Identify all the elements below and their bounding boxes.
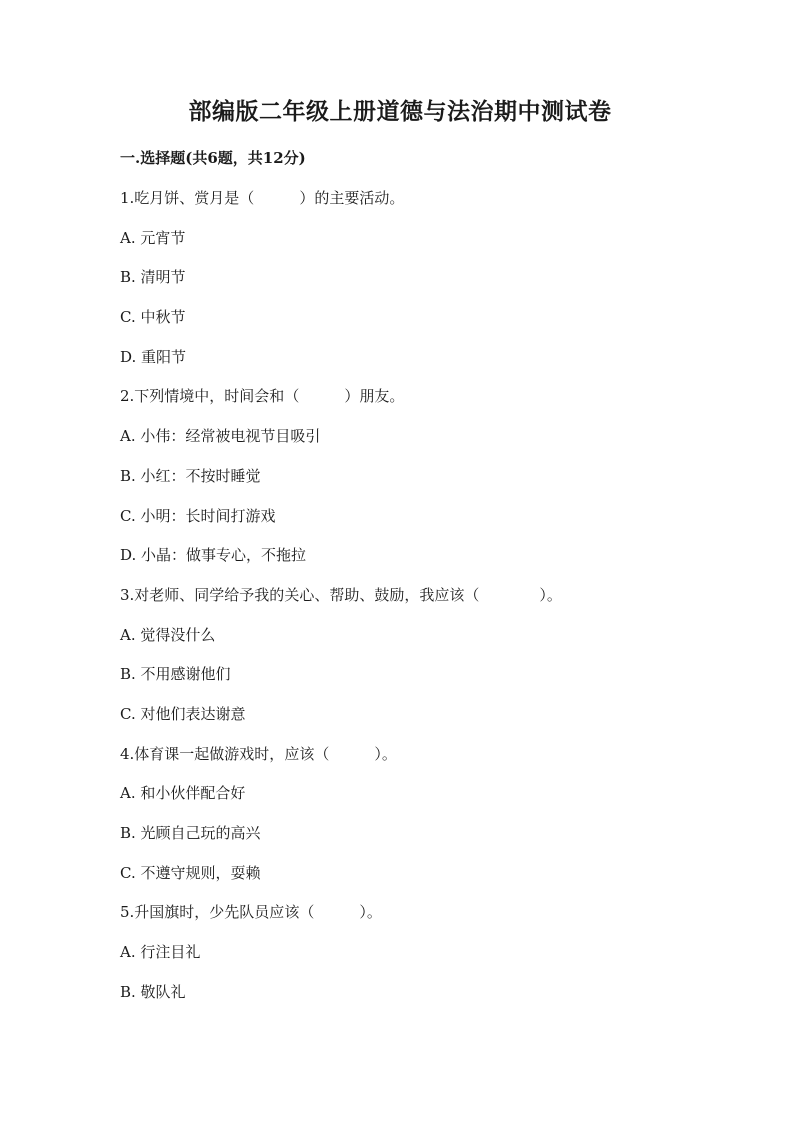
question-text: 5.升国旗时，少先队员应该（ ）。 [120, 903, 382, 922]
answer-option: B. 清明节 [120, 268, 186, 287]
answer-option: A. 行注目礼 [120, 943, 201, 962]
exam-title: 部编版二年级上册道德与法治期中测试卷 [188, 98, 612, 125]
section-heading: 一.选择题(共6题，共12分) [120, 149, 306, 167]
question-text: 2.下列情境中，时间会和（ ）朋友。 [120, 387, 405, 406]
question-text: 1.吃月饼、赏月是（ ）的主要活动。 [120, 189, 405, 207]
answer-option: B. 敬队礼 [120, 982, 186, 1001]
answer-option: D. 小晶：做事专心，不拖拉 [120, 546, 307, 565]
answer-option: B. 不用感谢他们 [120, 665, 231, 684]
answer-option: A. 小伟：经常被电视节目吸引 [120, 427, 321, 446]
answer-option: A. 元宵节 [120, 228, 186, 247]
answer-option: A. 觉得没什么 [120, 625, 216, 644]
answer-option: C. 对他们表达谢意 [120, 704, 246, 723]
answer-option: B. 小红：不按时睡觉 [120, 466, 261, 485]
answer-option: C. 中秋节 [120, 308, 186, 327]
answer-option: D. 重阳节 [120, 347, 187, 366]
answer-option: C. 不遵守规则，耍赖 [120, 863, 261, 882]
question-text: 4.体育课一起做游戏时，应该（ ）。 [120, 744, 397, 763]
question-text: 3.对老师、同学给予我的关心、帮助、鼓励，我应该（ ）。 [120, 585, 562, 604]
answer-option: B. 光顾自己玩的高兴 [120, 824, 261, 842]
answer-option: A. 和小伙伴配合好 [120, 784, 246, 803]
answer-option: C. 小明：长时间打游戏 [120, 506, 276, 525]
question-list [120, 184, 740, 1017]
